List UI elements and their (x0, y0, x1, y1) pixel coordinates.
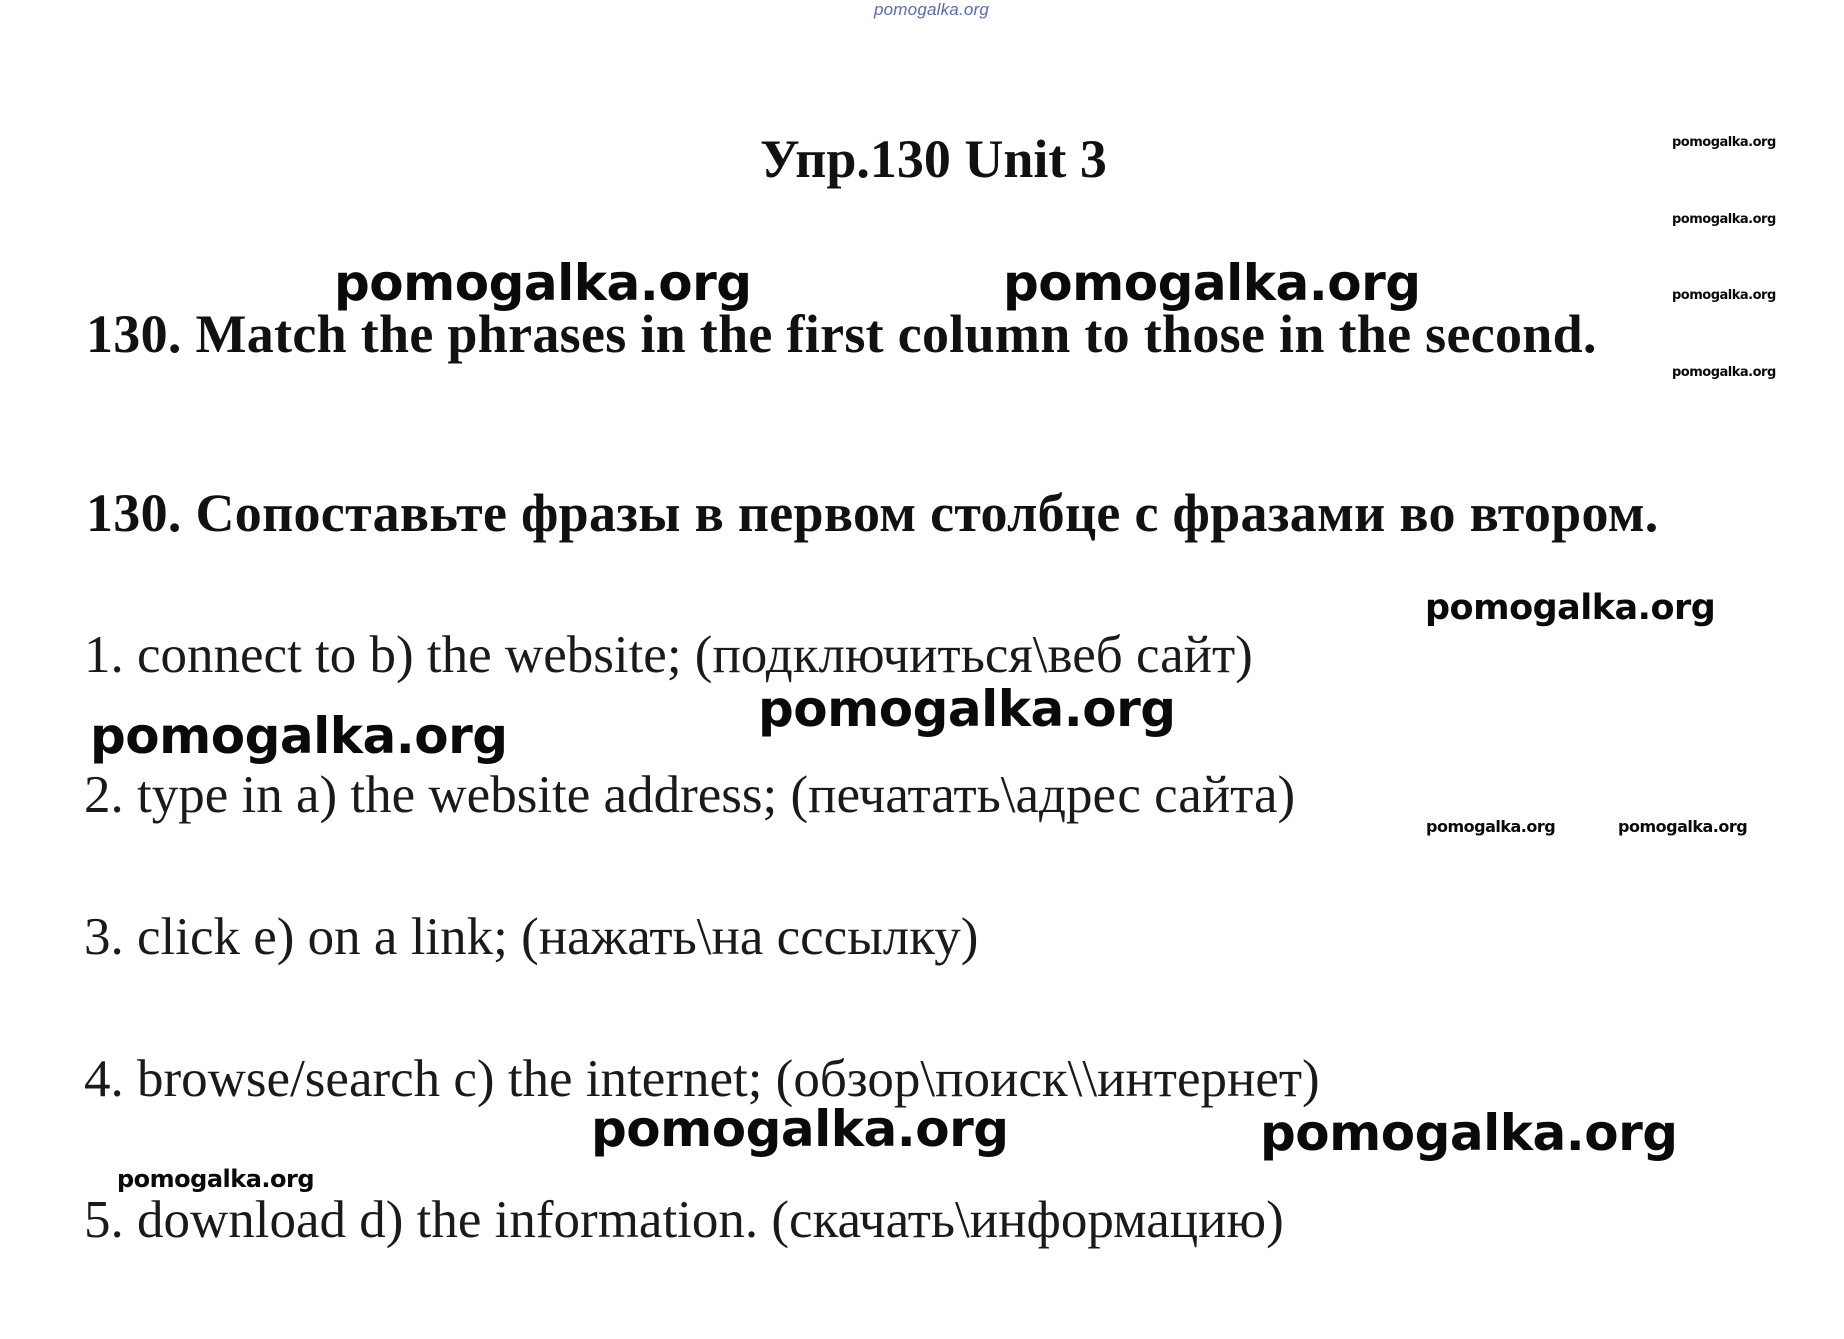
task-heading-russian: 130. Сопоставьте фразы в первом столбце с фразами во втором. (86, 483, 1659, 543)
answer-line-1: 1. connect to b) the website; (подключиться\веб сайт) (84, 626, 1253, 684)
watermark: pomogalka.org (591, 1100, 1009, 1158)
watermark: pomogalka.org (1672, 212, 1776, 227)
watermark: pomogalka.org (1672, 365, 1776, 380)
watermark: pomogalka.org (1618, 817, 1748, 836)
watermark: pomogalka.org (758, 680, 1176, 738)
watermark: pomogalka.org (117, 1165, 315, 1193)
watermark: pomogalka.org (1672, 135, 1776, 150)
answer-line-3: 3. click e) on a link; (нажать\на сссылку) (84, 908, 979, 966)
watermark: pomogalka.org (1426, 817, 1556, 836)
answer-line-2: 2. type in a) the website address; (печатать\адрес сайта) (84, 766, 1296, 824)
page-title: Упр.130 Unit 3 (760, 129, 1107, 189)
top-watermark: pomogalka.org (874, 0, 990, 19)
answer-line-4: 4. browse/search c) the internet; (обзор\поиск\\интернет) (84, 1050, 1320, 1108)
watermark: pomogalka.org (334, 254, 752, 312)
answer-line-5: 5. download d) the information. (скачать\информацию) (84, 1191, 1284, 1249)
watermark: pomogalka.org (1672, 288, 1776, 303)
task-heading-english: 130. Match the phrases in the first column to those in the second. (86, 304, 1597, 364)
watermark: pomogalka.org (1425, 588, 1716, 628)
watermark: pomogalka.org (90, 707, 508, 765)
watermark: pomogalka.org (1003, 254, 1421, 312)
watermark: pomogalka.org (1260, 1104, 1678, 1162)
